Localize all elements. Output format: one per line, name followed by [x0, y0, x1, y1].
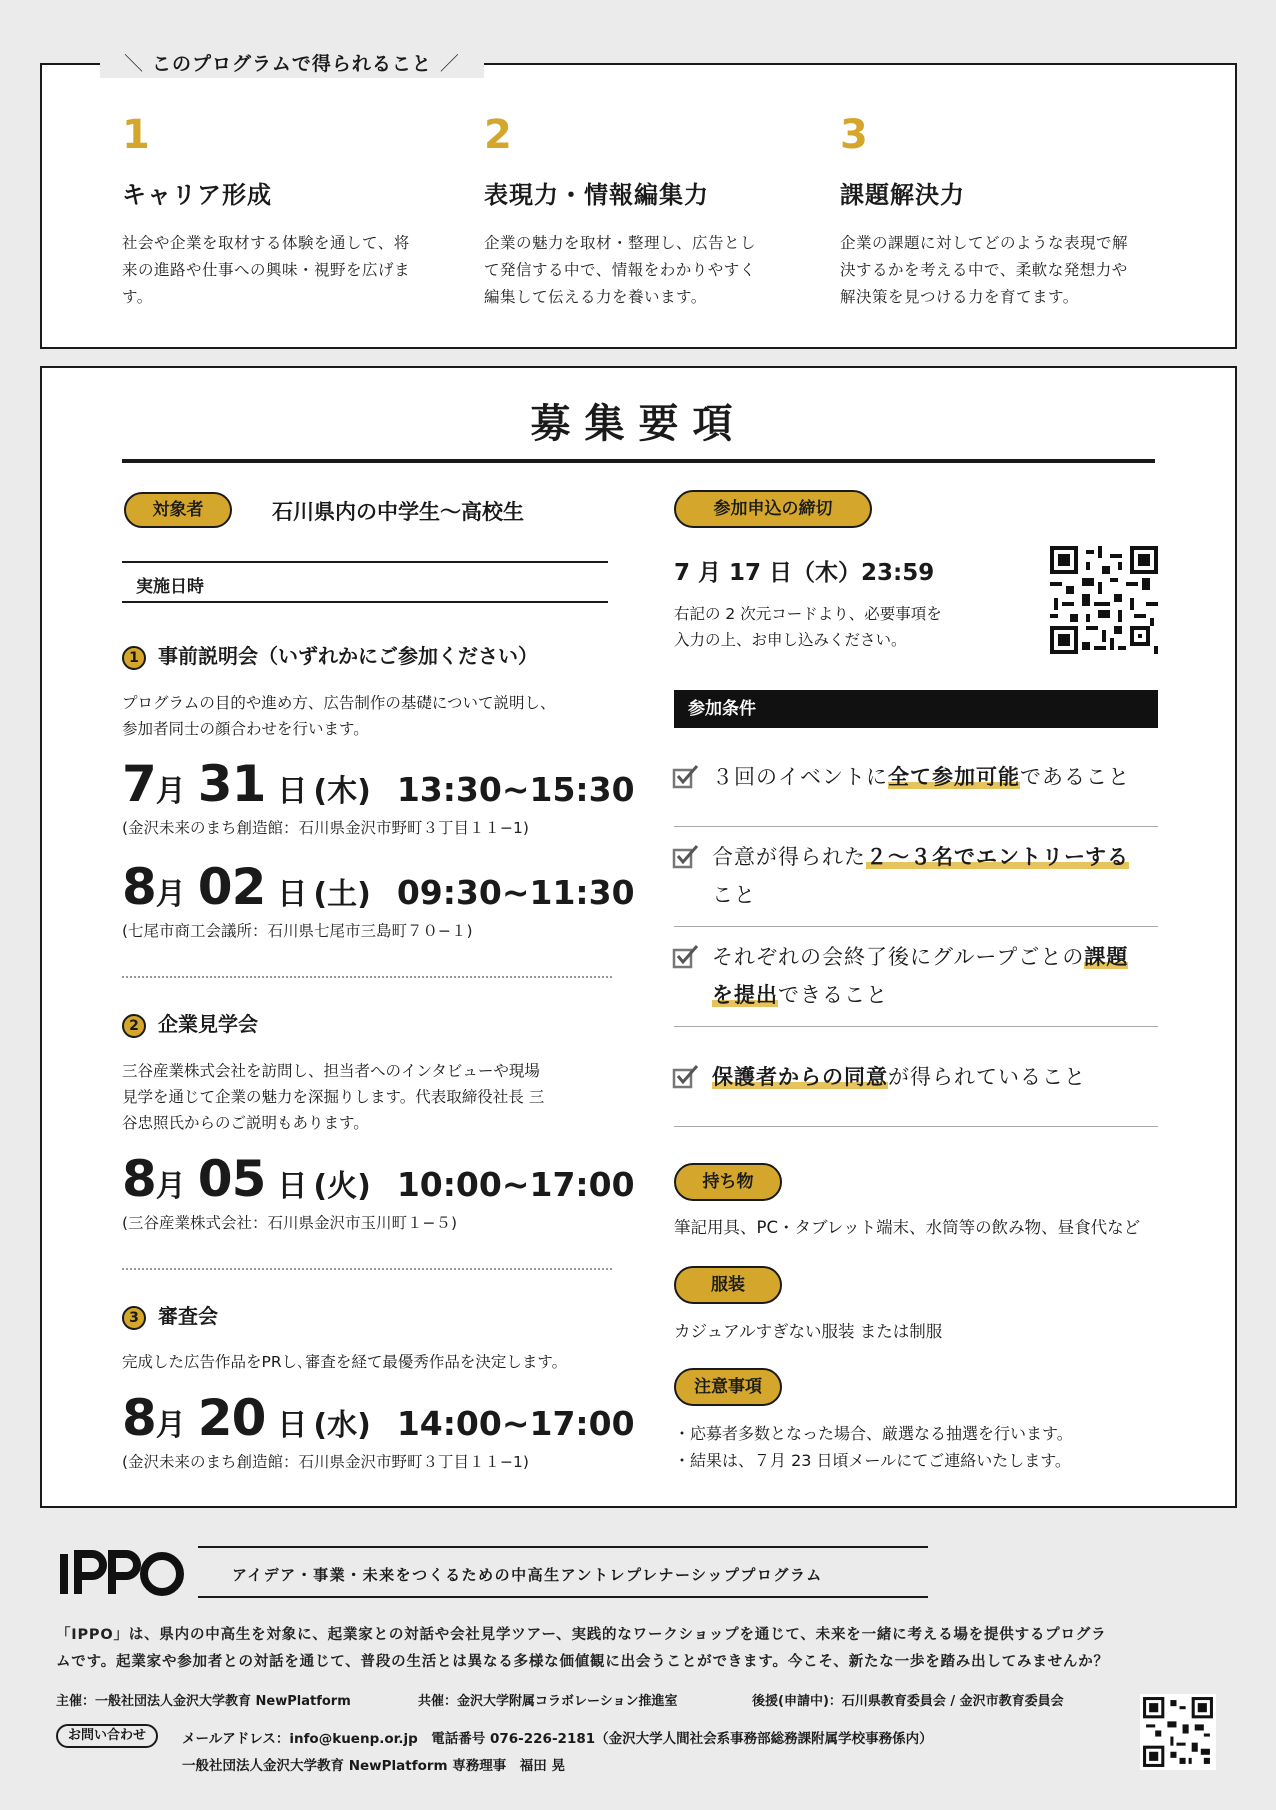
session-date-2: 8月 02 日 (土) 09:30~11:30 — [122, 858, 635, 916]
benefit-description: 社会や企業を取材する体験を通して、将 来の進路や仕事への興味・視野を広げま す。 — [122, 234, 411, 306]
event-briefing-title: 1 事前説明会（いずれかにご参加ください） — [122, 640, 538, 670]
belongings-badge: 持ち物 — [674, 1163, 782, 1201]
dress-badge: 服装 — [674, 1266, 782, 1304]
benefits-section — [40, 63, 1237, 349]
benefit-number: 2 — [484, 112, 512, 158]
benefit-description: 企業の課題に対してどのような表現で解 決するかを考える中で、柔軟な発想力や 解決策を見つける力を育てます。 — [840, 234, 1129, 306]
benefit-heading: 課題解決力 — [840, 181, 965, 209]
schedule-rule-bottom — [122, 601, 608, 603]
tagline: アイデア・事業・未来をつくるための中高生アントレプレナーシッププログラム — [232, 1566, 823, 1584]
contact-info: メールアドレス：info@kuenp.or.jp 電話番号 076-226-2181（金沢大学人間社会系事務部総務課附属学校事務係内） — [182, 1731, 933, 1747]
benefit-description: 企業の魅力を取材・整理し、広告とし て発信する中で、情報をわかりやすく 編集して伝える力を養います。 — [484, 234, 757, 306]
checkbox-icon — [672, 944, 700, 982]
schedule-rule-top — [122, 561, 608, 563]
title-rule — [122, 459, 1155, 463]
benefit-expression — [484, 112, 814, 311]
benefit-heading: キャリア形成 — [122, 181, 272, 209]
recruitment-section — [40, 366, 1237, 1508]
session-venue-3: (三谷産業株式会社：石川県金沢市玉川町１−５) — [122, 1214, 458, 1232]
condition-divider — [674, 926, 1158, 927]
tagline-rule-top — [198, 1546, 928, 1548]
notes-list: ・応募者多数となった場合、厳選なる抽選を行います。 ・結果は、７月 23 日頃メールにてご連絡いたします。 — [674, 1424, 1073, 1470]
condition-divider — [674, 826, 1158, 827]
recruitment-title: 募集要項 — [530, 401, 747, 447]
event-number-badge: 2 — [122, 1014, 146, 1038]
benefit-heading: 表現力・情報編集力 — [484, 181, 709, 209]
condition-item: 保護者からの同意が得られていること — [672, 1058, 1152, 1096]
session-venue-2: (七尾市商工会議所：石川県七尾市三島町７０−１) — [122, 922, 473, 940]
belongings-value: 筆記用具、PC・タブレット端末、水筒等の飲み物、昼食代など — [674, 1218, 1141, 1237]
session-date-3: 8月 05 日 (火) 10:00~17:00 — [122, 1150, 635, 1208]
organizer: 主催：一般社団法人金沢大学教育 NewPlatform — [56, 1694, 351, 1709]
event-briefing-description: プログラムの目的や進め方、広告制作の基礎について説明し、 参加者同士の顔合わせを行います。 — [122, 694, 556, 738]
event-number-badge: 3 — [122, 1306, 146, 1330]
session-venue-1: (金沢未来のまち創造館：石川県金沢市野町３丁目１１−1) — [122, 819, 529, 837]
event-judging-title: 3 審査会 — [122, 1300, 218, 1330]
event-judging-description: 完成した広告作品をPRし､審査を経て最優秀作品を決定します。 — [122, 1353, 568, 1371]
deadline-badge: 参加申込の締切 — [674, 490, 872, 528]
deadline-value: 7 月 17 日（木）23:59 — [674, 560, 935, 586]
benefit-problem-solving — [840, 112, 1170, 311]
footer-qr-code[interactable] — [1140, 1694, 1216, 1770]
contact-person: 一般社団法人金沢大学教育 NewPlatform 専務理事 福田 晃 — [182, 1758, 565, 1774]
tagline-rule-bottom — [198, 1596, 928, 1598]
deadline-note: 右記の 2 次元コードより、必要事項を 入力の上、お申し込みください。 — [674, 605, 942, 649]
condition-item: 合意が得られた２〜３名でエントリーする こと — [672, 838, 1152, 914]
target-badge: 対象者 — [124, 492, 232, 528]
conditions-header: 参加条件 — [674, 690, 1158, 728]
session-date-1: 7月 31 日 (木) 13:30~15:30 — [122, 755, 635, 813]
condition-divider — [674, 1026, 1158, 1027]
checkbox-icon — [672, 1064, 700, 1102]
program-description: 「IPPO」は、県内の中高生を対象に、起業家との対話や会社見学ツアー、実践的なワークショップを通じて、未来を一緒に考える場を提供するプログラ ムです。起業家や参加者との対話を通じて、普段の生活とは異なる多様な価値観に出会うことができます。今こそ、新たな一歩を踏み出してみませんか？ — [56, 1627, 1109, 1670]
session-venue-4: (金沢未来のまち創造館：石川県金沢市野町３丁目１１−1) — [122, 1453, 529, 1471]
cohost: 共催：金沢大学附属コラボレーション推進室 — [418, 1694, 678, 1709]
benefit-career — [122, 112, 452, 311]
condition-item: ３回のイベントに全て参加可能であること — [672, 758, 1152, 796]
event-tour-description: 三谷産業株式会社を訪問し、担当者へのインタビューや現場 見学を通じて企業の魅力を深掘りします。代表取締役社長 三 谷忠照氏からのご説明もあります。 — [122, 1062, 545, 1132]
ippo-logo — [56, 1548, 184, 1602]
contact-badge: お問い合わせ — [56, 1724, 158, 1748]
benefit-number: 3 — [840, 112, 868, 158]
checkbox-icon — [672, 844, 700, 882]
checkbox-icon — [672, 764, 700, 802]
notes-badge: 注意事項 — [674, 1368, 782, 1406]
condition-item: それぞれの会終了後にグループごとの課題 を提出できること — [672, 938, 1152, 1014]
schedule-label: 実施日時 — [136, 577, 204, 597]
dotted-divider — [122, 976, 612, 978]
condition-divider — [674, 1126, 1158, 1127]
event-number-badge: 1 — [122, 646, 146, 670]
dotted-divider — [122, 1268, 612, 1270]
supporters: 後援(申請中)：石川県教育委員会 / 金沢市教育委員会 — [752, 1694, 1064, 1709]
target-value: 石川県内の中学生〜高校生 — [272, 500, 524, 524]
benefit-number: 1 — [122, 112, 150, 158]
session-date-4: 8月 20 日 (水) 14:00~17:00 — [122, 1389, 635, 1447]
event-tour-title: 2 企業見学会 — [122, 1008, 258, 1038]
benefits-title: ＼ このプログラムで得られること ／ — [100, 50, 484, 78]
application-qr-code[interactable] — [1050, 546, 1158, 654]
dress-value: カジュアルすぎない服装 または制服 — [674, 1322, 943, 1341]
